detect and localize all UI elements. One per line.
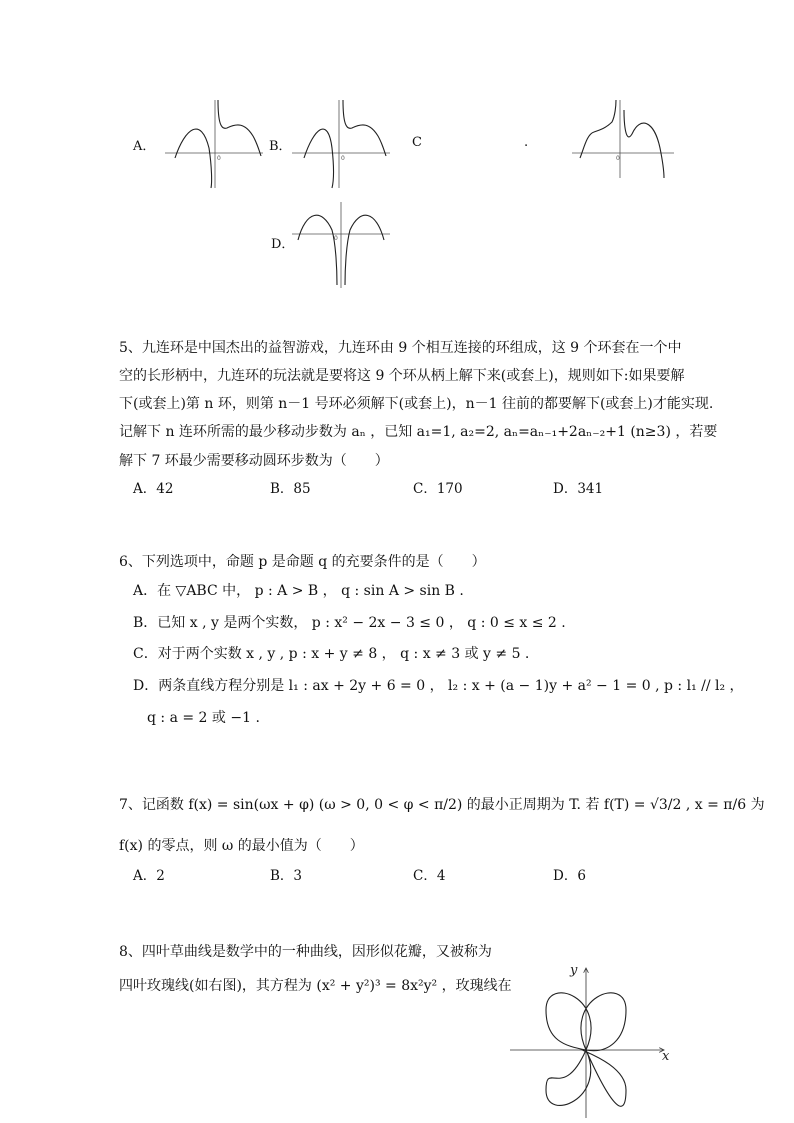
q6-option-c: C．对于两个实数 x , y , p : x + y ≠ 8 ， q : x ≠ 3 或 y ≠ 5 . bbox=[133, 646, 530, 662]
q5-option-c: C．170 bbox=[413, 481, 463, 497]
q6-option-d: D．两条直线方程分别是 l₁ : ax + 2y + 6 = 0 ， l₂ : x + (a − 1)y + a² − 1 = 0 , p : l₁ // l₂ ， bbox=[133, 678, 744, 694]
q8-line-2: 四叶玫瑰线(如右图)，其方程为 (x² + y²)³ = 8x²y² ，玫瑰线在 bbox=[119, 978, 512, 994]
q7-option-a: A．2 bbox=[133, 868, 165, 884]
option-d-label: D． bbox=[271, 237, 295, 252]
q5-option-d: D．341 bbox=[553, 481, 604, 497]
q6-option-a: A．在 ▽ABC 中， p : A > B ， q : sin A > sin B . bbox=[133, 583, 464, 599]
q5-line-2: 空的长形柄中，九连环的玩法就是要将这 9 个环从柄上解下来(或套上)，规则如下:如果要解 bbox=[119, 368, 685, 384]
q7-option-d: D．6 bbox=[553, 868, 586, 884]
option-c-label: C bbox=[412, 135, 422, 150]
q5-option-b: B．85 bbox=[270, 481, 311, 497]
q5-line-3: 下(或套上)第 n 环，则第 n－1 号环必须解下(或套上)，n－1 往前的都要解下(或套上)才能实现. bbox=[119, 396, 714, 412]
option-c-dot: . bbox=[524, 135, 529, 150]
origin-a: 0 bbox=[217, 155, 221, 162]
q7-option-b: B．3 bbox=[270, 868, 303, 884]
graph-a bbox=[165, 98, 265, 190]
graph-d bbox=[292, 200, 392, 290]
origin-d: 0 bbox=[334, 235, 338, 242]
graph-c bbox=[572, 98, 676, 190]
option-a-label: A． bbox=[133, 139, 156, 154]
q7-option-c: C．4 bbox=[413, 868, 446, 884]
graph-b bbox=[292, 98, 392, 190]
q5-option-a: A．42 bbox=[133, 481, 174, 497]
x-axis-label: x bbox=[662, 1049, 670, 1064]
q5-line-5: 解下 7 环最少需要移动圆环步数为（ ） bbox=[119, 453, 389, 469]
q7-line-2: f(x) 的零点，则 ω 的最小值为（ ） bbox=[119, 838, 364, 854]
option-b-label: B． bbox=[269, 139, 292, 154]
q7-line-1: 7、记函数 f(x) = sin(ωx + φ) (ω > 0, 0 < φ < π/2) 的最小正周期为 T. 若 f(T) = √3/2 , x = π/6 为 bbox=[119, 797, 765, 813]
q6-option-d-cont: q : a = 2 或 −1 . bbox=[147, 710, 260, 726]
y-axis-label: y bbox=[570, 963, 578, 978]
q6-option-b: B．已知 x , y 是两个实数， p : x² − 2x − 3 ≤ 0 ， q : 0 ≤ x ≤ 2 . bbox=[133, 615, 566, 631]
origin-b: 0 bbox=[341, 155, 345, 162]
q6-stem: 6、下列选项中，命题 p 是命题 q 的充要条件的是（ ） bbox=[119, 554, 486, 570]
q5-line-4: 记解下 n 连环所需的最少移动步数为 aₙ ，已知 a₁=1, a₂=2, aₙ=aₙ₋₁+2aₙ₋₂+1 (n≥3) ，若要 bbox=[119, 424, 718, 440]
q8-line-1: 8、四叶草曲线是数学中的一种曲线，因形似花瓣，又被称为 bbox=[119, 944, 492, 960]
origin-c: 0 bbox=[616, 155, 620, 162]
four-leaf-rose-figure bbox=[508, 958, 678, 1120]
q5-line-1: 5、九连环是中国杰出的益智游戏，九连环由 9 个相互连接的环组成，这 9 个环套在一个中 bbox=[119, 340, 682, 356]
